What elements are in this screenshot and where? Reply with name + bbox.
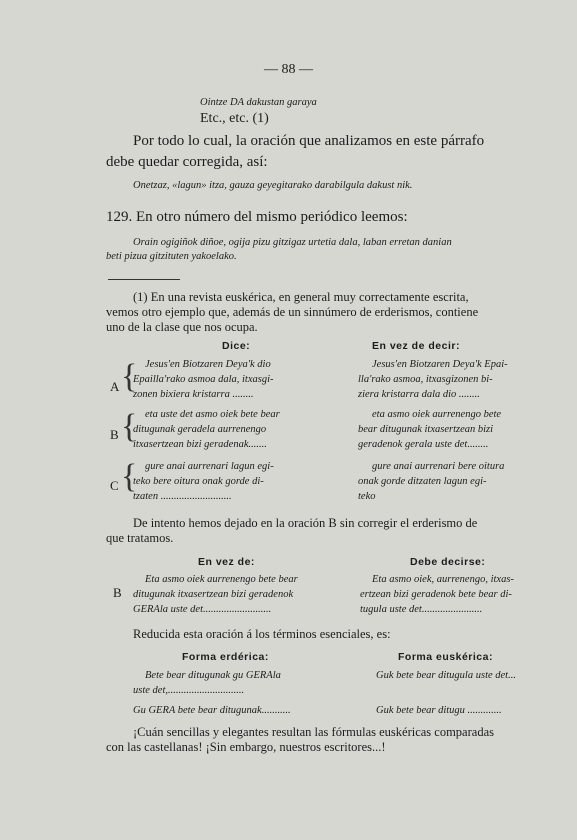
row-b-right-3: geradenok gerala uste det........ [358, 439, 489, 450]
row-b-left-2: ditugunak geradela aurrenengo [133, 424, 267, 435]
row-a-left-2: Epailla'rako asmoa dala, itxasgi- [133, 374, 274, 385]
table2-left-1: Eta asmo oiek aurrenengo bete bear [145, 574, 298, 585]
row-label: C [110, 478, 119, 493]
table1-header-left: Dice: [222, 340, 251, 352]
footnote-line-3: uno de la clase que nos ocupa. [106, 320, 258, 334]
example-2-line-1: Orain ogigiñok diñoe, ogija pizu gitzigaz urtetia dala, laban erretan danian [133, 237, 452, 248]
footnote-separator [108, 279, 180, 280]
row-c-right-1: gure anai aurrenari bere oitura [372, 461, 505, 472]
brace-icon: { [121, 408, 138, 445]
footnote-line-1: (1) En una revista euskérica, en general muy correctamente escrita, [133, 290, 469, 304]
paragraph-5-line-2: con las castellanas! ¡Sin embargo, nuestros escritores...! [106, 740, 386, 754]
row-c-right-2: onak gorde ditzaten lagun egi- [358, 476, 487, 487]
row-c-right-3: teko [358, 491, 376, 502]
table3-left-1: Bete bear ditugunak gu GERAla [145, 670, 281, 681]
table2-row-label: B [113, 585, 122, 600]
row-b-left-3: itxasertzean bizi geradenak....... [133, 439, 267, 450]
row-c-left-3: tzaten ........................... [133, 491, 232, 502]
row-a-right-2: lla'rako asmoa, itxasgizonen bi- [358, 374, 493, 385]
row-a-left-1: Jesus'en Biotzaren Deya'k dio [145, 359, 271, 370]
table1-header-right: En vez de decir: [372, 340, 460, 352]
top-example: Ointze DA dakustan garaya [200, 97, 317, 108]
page-number: — 88 — [264, 62, 313, 77]
example-1: Onetzaz, «lagun» itza, gauza geyegitarako darabilgula dakust nik. [133, 180, 413, 191]
table2-right-1: Eta asmo oiek, aurrenengo, itxas- [372, 574, 514, 585]
row-c-left-2: teko bere oitura onak gorde di- [133, 476, 264, 487]
paragraph-4: Reducida esta oración á los términos esenciales, es: [133, 627, 391, 641]
table3-header-left: Forma erdérica: [182, 651, 269, 663]
table2-right-2: ertzean bizi geradenok bete bear di- [360, 589, 512, 600]
row-label: A [110, 379, 120, 394]
row-b-right-2: bear ditugunak itxasertzean bizi [358, 424, 494, 435]
table2-left-2: ditugunak itxasertzean bizi geradenok [133, 589, 294, 600]
paragraph-2: 129. En otro número del mismo periódico leemos: [106, 209, 408, 225]
row-label: B [110, 427, 119, 442]
table2-right-3: tugula uste det....................... [360, 604, 483, 615]
row-a-left-3: zonen bixiera kristarra ........ [133, 389, 254, 400]
table3-left-2: uste det,............................. [133, 685, 245, 696]
table3-right-1: Guk bete bear ditugula uste det... [376, 670, 516, 681]
table2-header-right: Debe decirse: [410, 556, 486, 568]
row-a-right-3: ziera kristarra dala dio ........ [358, 389, 480, 400]
table2-header-left: En vez de: [198, 556, 255, 568]
paragraph-5-line-1: ¡Cuán sencillas y elegantes resultan las fórmulas euskéricas comparadas [133, 725, 494, 739]
brace-icon: { [121, 358, 138, 395]
etc-line: Etc., etc. (1) [200, 111, 269, 126]
paragraph-3-line-2: que tratamos. [106, 531, 174, 545]
footnote-line-2: vemos otro ejemplo que, además de un sinnúmero de erderismos, contiene [106, 305, 479, 319]
paragraph-3-line-1: De intento hemos dejado en la oración B sin corregir el erderismo de [133, 516, 478, 530]
table2-left-3: GERAla uste det.......................... [133, 604, 272, 615]
example-2-line-2: beti pizua gitzituten yakoelako. [106, 251, 237, 262]
row-b-right-1: eta asmo oiek aurrenengo bete [372, 409, 502, 420]
row-a-right-1: Jesus'en Biotzaren Deya'k Epai- [372, 359, 508, 370]
paragraph-1-line-2: debe quedar corregida, así: [106, 154, 268, 170]
table3-right-2: Guk bete bear ditugu ............. [376, 705, 502, 716]
row-b-left-1: eta uste det asmo oiek bete bear [145, 409, 280, 420]
brace-icon: { [121, 458, 138, 495]
row-c-left-1: gure anai aurrenari lagun egi- [145, 461, 274, 472]
paragraph-1-line-1: Por todo lo cual, la oración que analizamos en este párrafo [133, 133, 485, 149]
table3-left-3: Gu GERA bete bear ditugunak........... [133, 705, 291, 716]
table3-header-right: Forma euskérica: [398, 651, 493, 663]
